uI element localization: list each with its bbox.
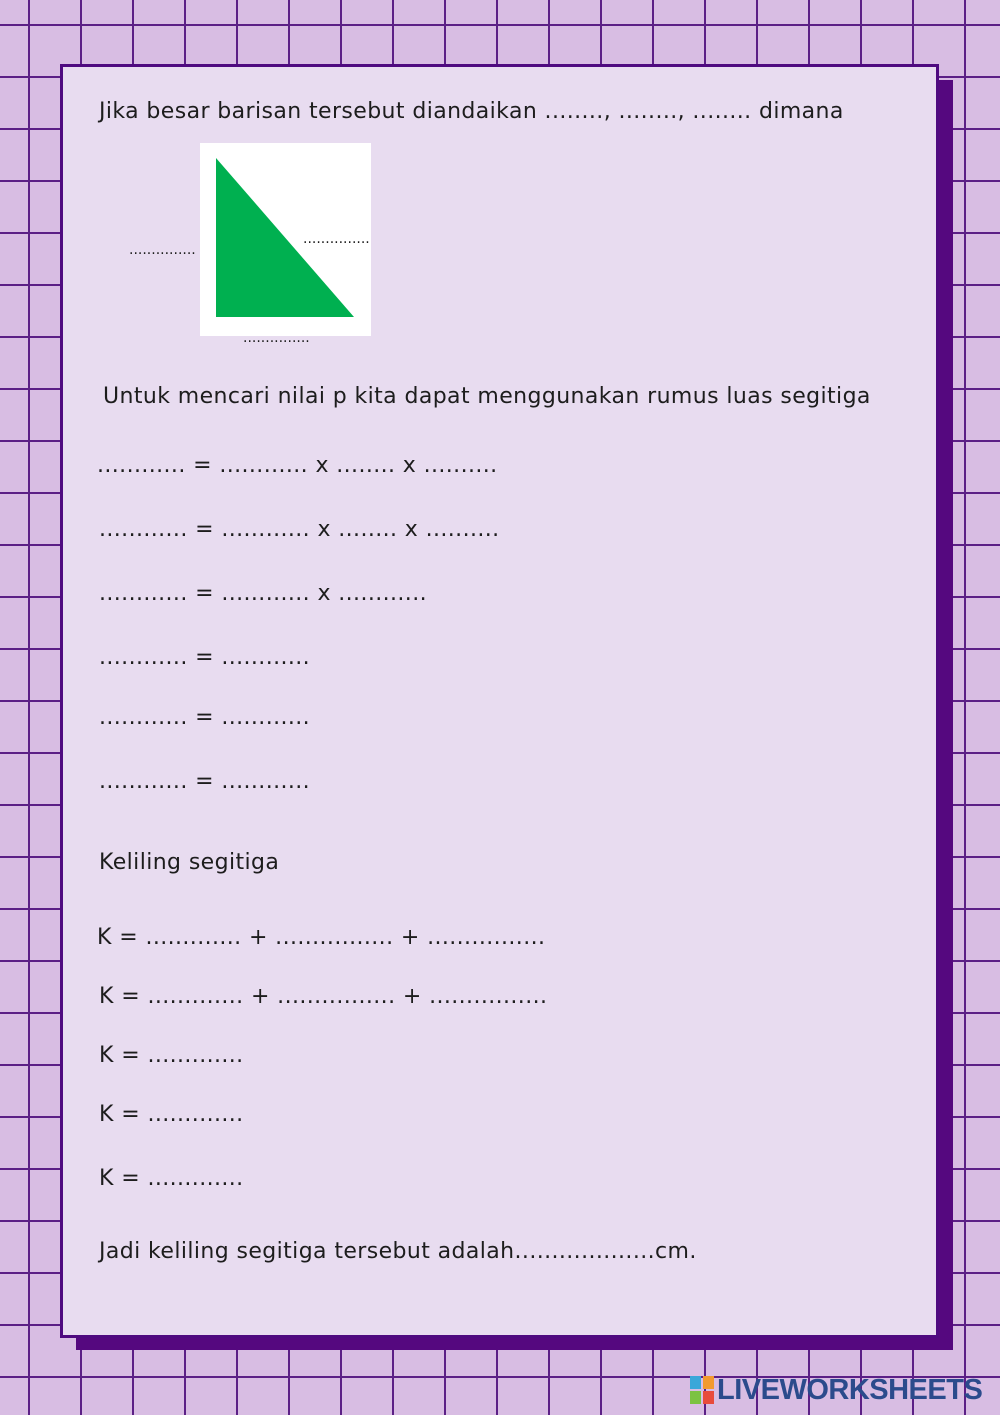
- area-step[interactable]: ............ = ............: [99, 769, 311, 794]
- worksheet-card: [60, 64, 939, 1338]
- area-step[interactable]: ............ = ............ x ............: [99, 581, 427, 606]
- liveworksheets-mark-icon: [690, 1376, 714, 1404]
- perimeter-step[interactable]: K = ............. + ................ + ................: [97, 925, 546, 950]
- intro-text: Jika besar barisan tersebut diandaikan ........, ........, ........ dimana: [99, 99, 844, 124]
- perimeter-step[interactable]: K = .............: [99, 1102, 244, 1127]
- perimeter-step[interactable]: K = ............. + ................ + ................: [99, 984, 548, 1009]
- area-step[interactable]: ............ = ............ x ........ x ..........: [97, 453, 498, 478]
- triangle-bottom-blank[interactable]: ...............: [243, 330, 310, 346]
- liveworksheets-logo: [690, 1372, 982, 1408]
- area-step[interactable]: ............ = ............ x ........ x ..........: [99, 517, 500, 542]
- perimeter-step[interactable]: K = .............: [99, 1043, 244, 1068]
- conclusion-text[interactable]: Jadi keliling segitiga tersebut adalah...................cm.: [99, 1239, 697, 1264]
- perimeter-step[interactable]: K = .............: [99, 1166, 244, 1191]
- perimeter-heading: Keliling segitiga: [99, 850, 280, 875]
- liveworksheets-wordmark: LIVEWORKSHEETS: [717, 1373, 983, 1406]
- area-step[interactable]: ............ = ............: [99, 705, 311, 730]
- triangle-left-blank[interactable]: ...............: [129, 242, 196, 258]
- triangle-right-blank[interactable]: ...............: [303, 231, 370, 247]
- area-step[interactable]: ............ = ............: [99, 645, 311, 670]
- area-heading: Untuk mencari nilai p kita dapat menggunakan rumus luas segitiga: [103, 384, 871, 409]
